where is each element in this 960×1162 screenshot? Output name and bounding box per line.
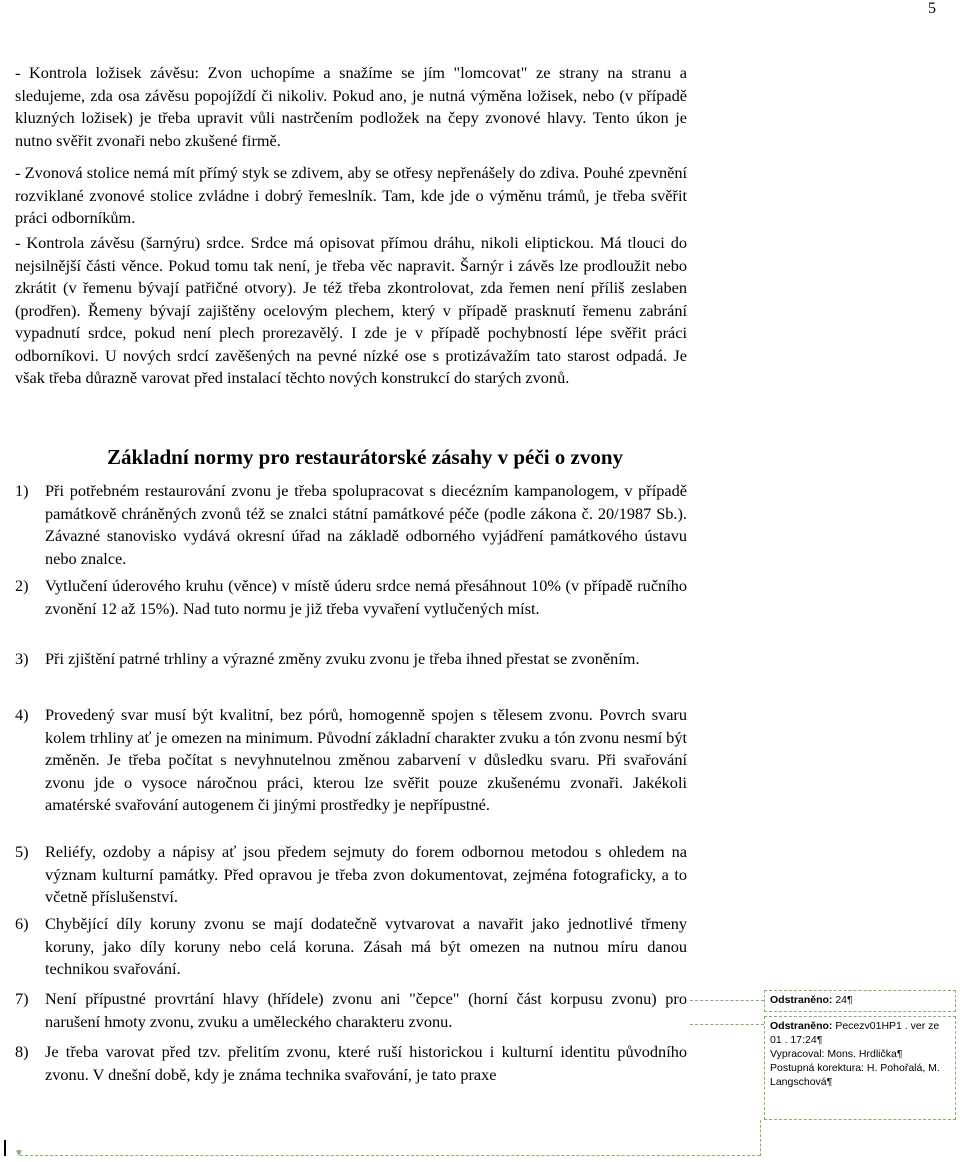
- list-item: [15, 988, 687, 1033]
- list-item-number: 7): [15, 989, 29, 1008]
- list-item-number: 6): [15, 914, 29, 933]
- list-item: [15, 575, 687, 620]
- list-item-text: Není přípustné provrtání hlavy (hřídele) zvonu ani "čepce" (horní část korpusu zvonu) pro narušení hmoty zvonu, zvuku a uměleckého charakteru zvonu.: [45, 989, 687, 1031]
- list-item-number: 3): [15, 649, 29, 668]
- comment-corrector: Postupná korektura: H. Pohořalá, M. Langschová¶: [770, 1062, 940, 1088]
- comment-label: Odstraněno:: [770, 1020, 833, 1032]
- page-number: 5: [928, 0, 936, 17]
- comment-author: Vypracoval: Mons. Hrdlička¶: [770, 1048, 903, 1060]
- revision-comment[interactable]: [764, 990, 956, 1012]
- list-item-text: Vytlučení úderového kruhu (věnce) v místě úderu srdce nemá přesáhnout 10% (v případě ručního zvonění 12 až 15%). Nad tuto normu je již třeba vyvaření vytlučených míst.: [45, 576, 687, 618]
- text-cursor: [4, 1140, 6, 1156]
- list-item-text: Při zjištění patrné trhliny a výrazné změny zvuku zvonu je třeba ihned přestat se zvoněním.: [45, 649, 640, 668]
- list-item: [15, 480, 687, 570]
- list-item-text: Chybějící díly koruny zvonu se mají dodatečně vytvarovat a navařit jako jednotlivé třmeny koruny, jako díly koruny nebo celá koruna. Zásah má být omezen na nutnou míru danou technikou svařování.: [45, 914, 687, 978]
- insertion-marker-icon: ▼: [14, 1148, 24, 1159]
- list-item: [15, 1041, 687, 1086]
- list-item-text: Při potřebném restaurování zvonu je třeba spolupracovat s diecézním kampanologem, v případě památkově chráněných zvonů též se znalci státní památkové péče (podle zákona č. 20/1987 Sb.). Závazné stanovisko vydává okresní úřad na základě odborného vyjádření památkového ústavu nebo znalce.: [45, 481, 687, 568]
- comment-text: 24¶: [835, 994, 853, 1006]
- comment-label: Odstraněno:: [770, 994, 833, 1006]
- list-item-number: 5): [15, 842, 29, 861]
- comment-text: Pecezv01HP1 . ver ze 01 . 17:24¶: [770, 1020, 940, 1046]
- paragraph-bearing-check: - Kontrola ložisek závěsu: Zvon uchopíme a snažíme se jím "lomcovat" ze strany na stranu a sledujeme, zda osa závěsu popojíždí či nikoliv. Pokud ano, je nutná výměna ložisek, nebo (v případě kluzných ložisek) je třeba upravit vůli nastrčením podložek na čepy zvonové hlavy. Tento úkon je nutno svěřit zvonaři nebo zkušené firmě.: [15, 63, 687, 150]
- list-item: [15, 913, 687, 981]
- comment-connector: [760, 1120, 761, 1156]
- list-item-number: 2): [15, 576, 29, 595]
- list-item-text: Provedený svar musí být kvalitní, bez pórů, homogenně spojen s tělesem zvonu. Povrch svaru kolem trhliny ať je omezen na minimum. Původní základní charakter zvuku a tón zvonu nesmí být změněn. Je třeba počítat s nevyhnutelnou změnou zabarvení v důsledku svaru. Při svařování zvonu jde o vysoce náročnou práci, kterou lze svěřit pouze zkušenému zvonaři. Jakékoli amatérské svařování autogenem či jinými prostředky je nepřípustné.: [45, 705, 687, 814]
- list-item-text: Je třeba varovat před tzv. přelitím zvonu, které ruší historickou i kulturní identitu původního zvonu. V dnešní době, kdy je známa technika svařování, je tato praxe: [45, 1042, 687, 1084]
- list-item-number: 4): [15, 705, 29, 724]
- list-item-number: 1): [15, 481, 29, 500]
- paragraph-bell-frame: - Zvonová stolice nemá mít přímý styk se zdivem, aby se otřesy nepřenášely do zdiva. Pouhé zpevnění rozviklané zvonové stolice zvládne i dobrý řemeslník. Tam, kde jde o výměnu trámů, je třeba svěřit práci odborníkům.: [15, 163, 687, 227]
- list-item: [15, 648, 687, 671]
- list-item: [15, 704, 687, 817]
- comment-connector: [20, 1155, 760, 1156]
- list-item: [15, 841, 687, 909]
- comment-leader-line: [690, 1024, 764, 1025]
- revision-comment[interactable]: [764, 1016, 956, 1120]
- list-item-number: 8): [15, 1042, 29, 1061]
- section-heading: Základní normy pro restaurátorské zásahy v péči o zvony: [106, 445, 624, 469]
- list-item-text: Reliéfy, ozdoby a nápisy ať jsou předem sejmuty do forem odbornou metodou s ohledem na význam kulturní památky. Před opravou je třeba zvon dokumentovat, zejména fotograficky, a to včetně příslušenství.: [45, 842, 687, 906]
- comment-leader-line: [690, 1000, 764, 1001]
- paragraph-clapper-hinge: - Kontrola závěsu (šarnýru) srdce. Srdce má opisovat přímou dráhu, nikoli eliptickou. Má tlouci do nejsilnější části věnce. Pokud tomu tak není, je třeba věc napravit. Šarnýr i závěs lze prodloužit nebo zkrátit (v řemenu bývají patřičné otvory). Je též třeba zkontrolovat, zda řemen není příliš zeslaben (prodřen). Řemeny bývají zajištěny ocelovým plechem, který v případě prasknutí řemenu zabrání vypadnutí srdce, pokud není plech prorezavělý. I zde je v případě pochybností lépe svěřit práci odborníkovi. U nových srdcí zavěšených na pevné nízké ose s protizávažím tato starost odpadá. Je však třeba důrazně varovat před instalací těchto nových konstrukcí do starých zvonů.: [15, 233, 687, 387]
